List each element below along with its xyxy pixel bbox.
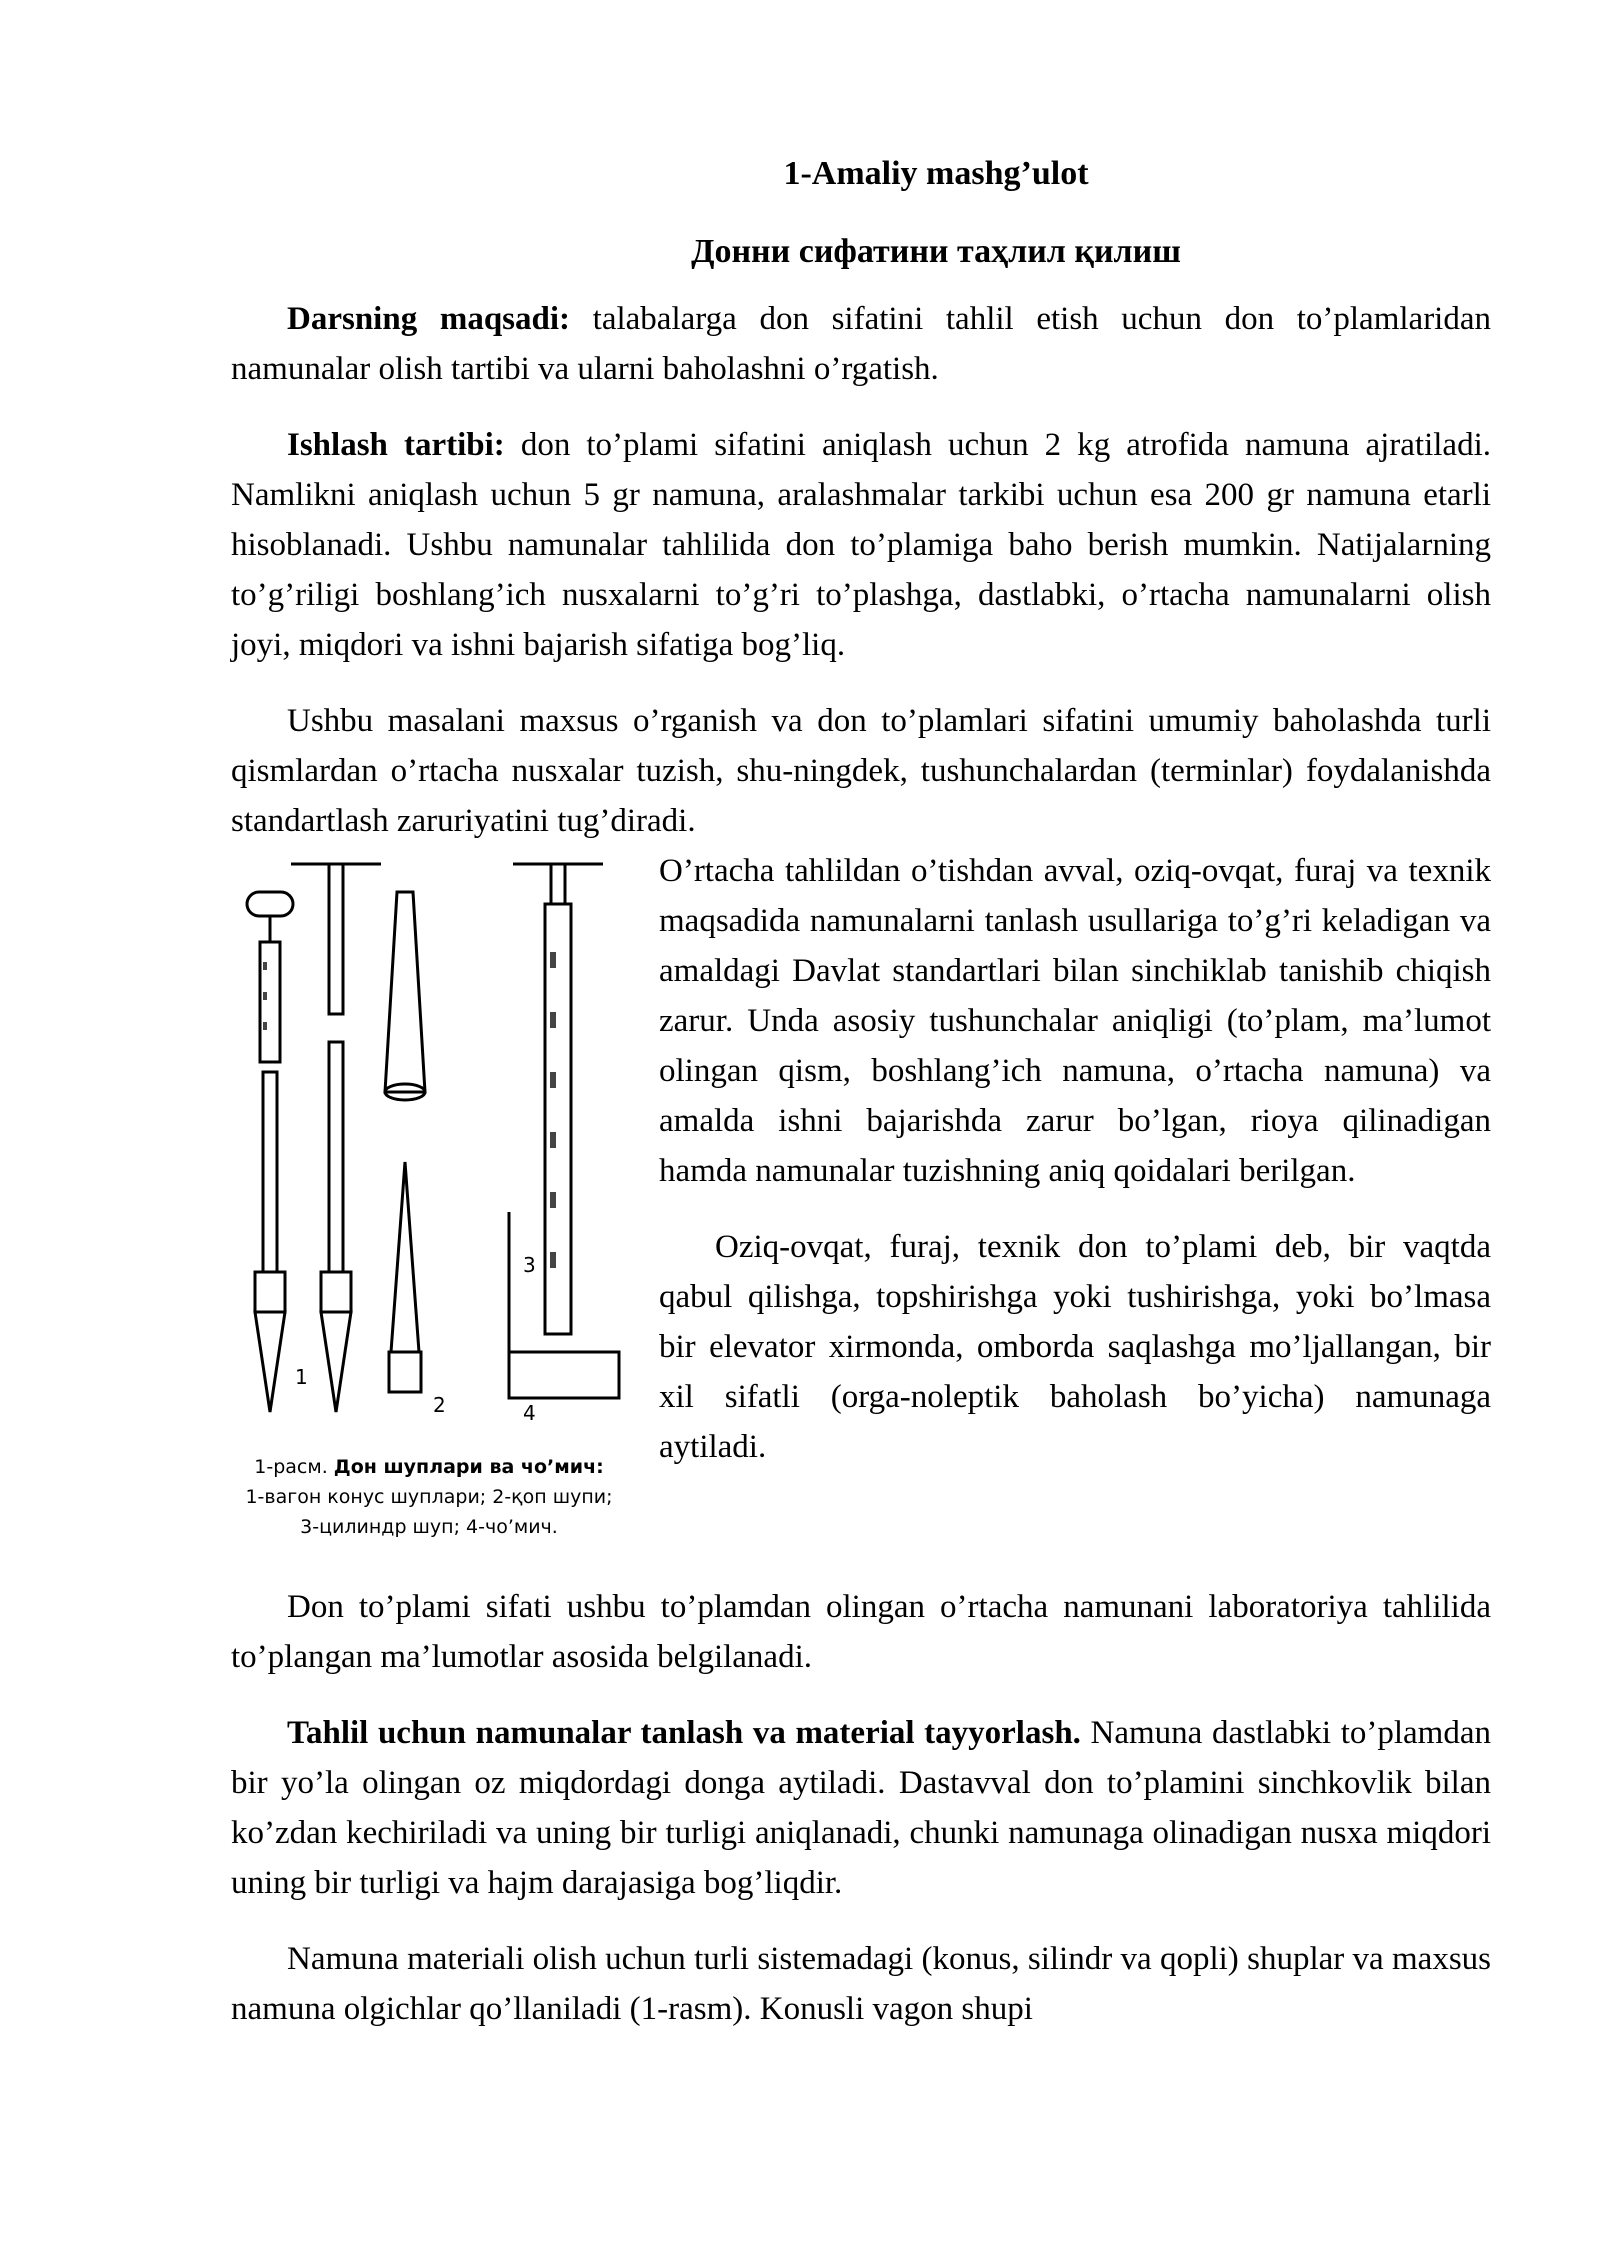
- probe3-shaft-icon: [551, 864, 565, 904]
- probe1b-shaft-lower-icon: [329, 1042, 343, 1272]
- standards-text-b: O’rtacha tahlildan o’tishdan avval, oziq-ovqat, furaj va texnik maqsadida namunalarni tanlash usullariga to’g’ri keladigan va amaldagi Davlat standartlari bilan sinchiklab tanishib chiqish zarur. Unda asosiy tushunchalar aniqligi (to’plam, ma’lumot olingan qism, boshlang’ich namuna, o’rtacha namuna) va amalda ishni bajarishda zarur bo’lgan, rioya qilinadigan hamda namunalar tuzishning aniq qoidalari berilgan.: [659, 853, 1491, 1189]
- probe1-cone-tip-icon: [255, 1312, 285, 1412]
- caption-bold: Дон шуплари ва чо’мич:: [333, 1456, 604, 1478]
- paragraph-standards: [231, 696, 1491, 846]
- probe1-tube-icon: [260, 942, 280, 1062]
- figure-caption: [199, 1452, 659, 1542]
- sampling-text: Namuna dastlabki to’plamdan bir yo’la olingan oz miqdordagi donga aytiladi. Dastavval don to’plamini sinchkovlik bilan ko’zdan kechiriladi va uning bir turligi aniqlanadi, chunki namunaga olinadigan nusxa miqdori uning bir turligi va hajm darajasiga bog’liqdir.: [231, 1715, 1491, 1901]
- paragraph-quality: Don to’plami sifati ushbu to’plamdan olingan o’rtacha namunani laboratoriya tahlilida to’plangan ma’lumotlar asosida belgilanadi.: [231, 1589, 1491, 1675]
- figure-label-4: 4: [523, 1401, 536, 1425]
- figure-label-3: 3: [523, 1253, 536, 1277]
- probe1b-cone-tip-icon: [321, 1312, 351, 1412]
- page-subtitle: Донни сифатини таҳлил қилиш: [691, 233, 1181, 270]
- document-page: [231, 150, 1491, 2060]
- scoop-bowl-icon: [509, 1352, 619, 1398]
- probe1-shaft-icon: [263, 1072, 277, 1272]
- paragraph-materials: Namuna materiali olish uchun turli sistemadagi (konus, silindr va qopli) shuplar va maxsus namuna olgichlar qo’llaniladi (1-rasm). Konusli vagon shupi: [231, 1941, 1491, 2027]
- goal-lead: Darsning maqsadi:: [287, 301, 571, 337]
- caption-line-3: 3-цилиндр шуп; 4-чо’мич.: [300, 1516, 558, 1538]
- samplers-illustration: [219, 852, 639, 1452]
- probe2-tube-icon: [385, 892, 425, 1092]
- probe2-cone-icon: [391, 1162, 419, 1352]
- goal-text: talabalarga don sifatini tahlil etish uchun don to’plamlaridan namunalar olish tartibi va ularni baholashni o’rgatish.: [231, 301, 1491, 387]
- sampling-lead: Tahlil uchun namunalar tanlash va material tayyorlash.: [287, 1715, 1081, 1751]
- paragraph-goal: [231, 294, 1491, 394]
- probe2-cone-base-icon: [389, 1352, 421, 1392]
- probe3-cylinder-icon: [545, 904, 571, 1334]
- figure-label-1: 1: [295, 1365, 308, 1389]
- page-title: 1-Amaliy mashg’ulot: [783, 155, 1089, 192]
- paragraph-sampling: [231, 1708, 1491, 1908]
- probe1-cone-body-icon: [255, 1272, 285, 1312]
- figure-grain-samplers: [219, 852, 639, 1572]
- figure-label-2: 2: [433, 1393, 446, 1417]
- caption-prefix: 1-расм.: [254, 1456, 334, 1478]
- procedure-text: don to’plami sifatini aniqlash uchun 2 kg atrofida namuna ajratiladi. Namlikni aniqlash uchun 5 gr namuna, aralashmalar tarkibi uchun esa 200 gr namuna etarli hisoblanadi. Ushbu namunalar tahlilida don to’plamiga baho berish mumkin. Natijalarning to’g’riligi boshlang’ich nusxalarni to’g’ri to’plashga, dastlabki, o’rtacha namunalarni olish joyi, miqdori va ishni bajarish sifatiga bog’liq.: [231, 427, 1491, 663]
- paragraph-procedure: [231, 420, 1491, 670]
- probe1b-shaft-icon: [329, 864, 343, 1014]
- probe1b-cone-body-icon: [321, 1272, 351, 1312]
- caption-line-2: 1-вагон конус шуплари; 2-қоп шупи;: [245, 1486, 613, 1508]
- standards-text-a: Ushbu masalani maxsus o’rganish va don to’plamlari sifatini umumiy baholashda turli qismlardan o’rtacha nusxalar tuzish, shu-ningdek, tushunchalardan (terminlar) foydalanishda standartlash zaruriyatini tug’diradi.: [231, 703, 1491, 839]
- procedure-lead: Ishlash tartibi:: [287, 427, 505, 463]
- paragraph-definition: Oziq-ovqat, furaj, texnik don to’plami deb, bir vaqtda qabul qilishga, topshirishga yoki tushirishga, yoki bo’lmasa bir elevator xirmonda, omborda saqlashga mo’ljallangan, bir xil sifatli (orga-noleptik baholash bo’yicha) namunaga aytiladi.: [659, 1229, 1491, 1465]
- probe1-handle-icon: [247, 892, 293, 916]
